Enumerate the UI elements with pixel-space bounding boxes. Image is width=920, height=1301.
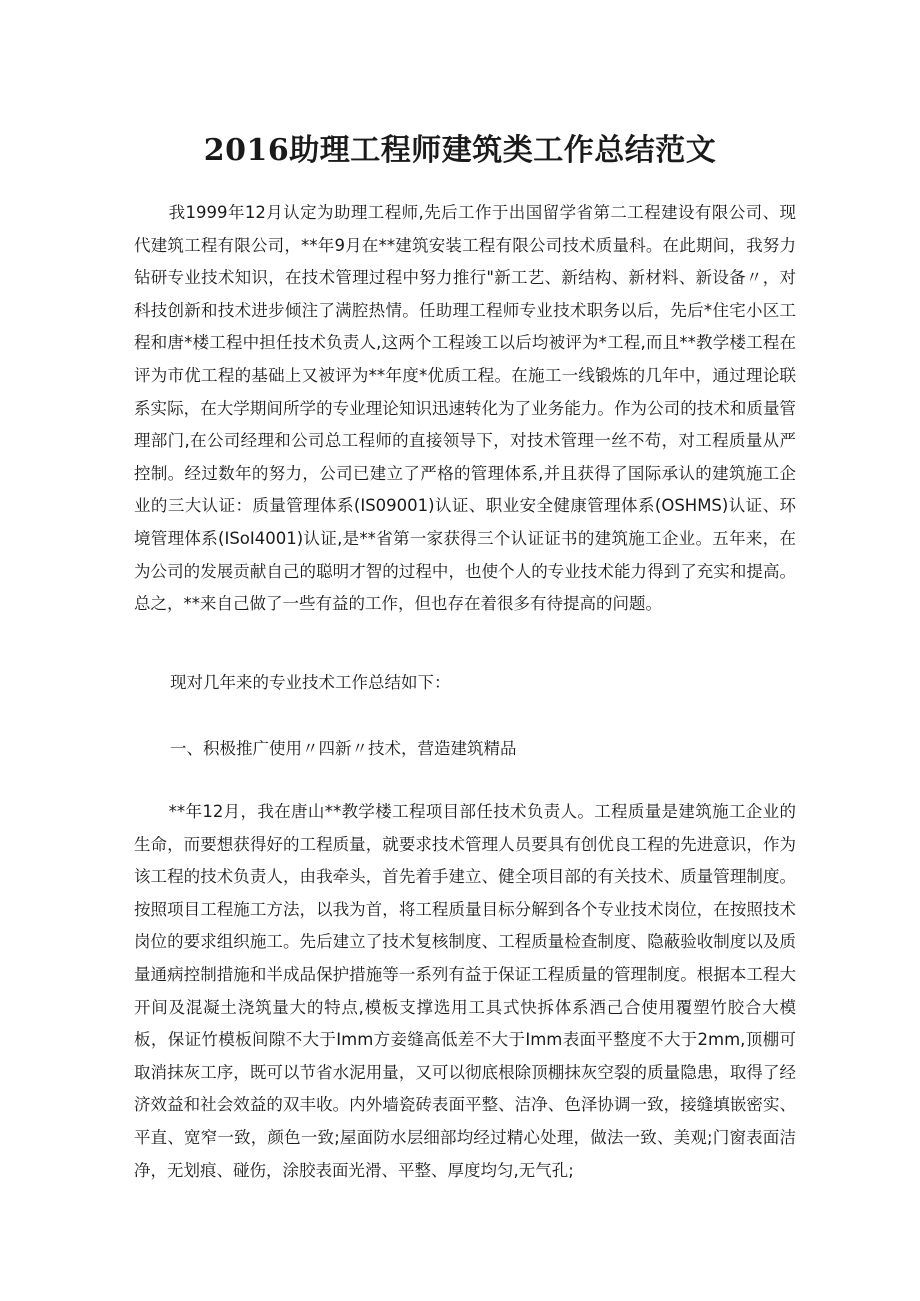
summary-intro-line: 现对几年来的专业技术工作总结如下： [170,673,451,692]
section-1-paragraph: **年12月，我在唐山**教学楼工程项目部任技术负责人。工程质量是建筑施工企业的生命，而要想获得好的工程质量，就要求技术管理人员要具有创优良工程的先进意识，作为该工程的技术负责人，由我牵头，首先着手建立、健全项目部的有关技术、质量管理制度。按照项目工程施工方法，以我为首，将工程质量目标分解到各个专业技术岗位，在按照技术岗位的要求组织施工。先后建立了技术复核制度、工程质量检查制度、隐蔽验收制度以及质量通病控制措施和半成品保护措施等一系列有益于保证工程质量的管理制度。根据本工程大开间及混凝土浇筑量大的特点,模板支撑选用工具式快拆体系酒己合使用覆塑竹胶合大模板，保证竹模板间隙不大于Imm方妾缝高低差不大于Imm表面平整度不大于2mm,顶棚可取消抹灰工序，既可以节省水泥用量，又可以彻底根除顶棚抹灰空裂的质量隐患，取得了经济效益和社会效益的双丰收。内外墙瓷砖表面平整、洁净、色泽协调一致，接缝填嵌密实、平直、宽窄一致，颜色一致;屋面防水层细部均经过精心处理，做法一致、美观;门窗表面洁净，无划痕、碰伤，涂胶表面光滑、平整、厚度均匀,无气孔; [134,802,796,1180]
section-heading-1: 一、积极推广使用〃四新〃技术，营造建筑精品 [170,739,517,758]
intro-paragraph: 我1999年12月认定为助理工程师,先后工作于出国留学省第二工程建设有限公司、现代建筑工程有限公司，**年9月在**建筑安装工程有限公司技术质量科。在此期间，我努力钻研专业技术知识，在技术管理过程中努力推行"新工艺、新结构、新材料、新设备〃，对科技创新和技术进步倾注了满腔热情。任助理工程师专业技术职务以后，先后*住宅小区工程和唐*楼工程中担任技术负责人,这两个工程竣工以后均被评为*工程,而且**教学楼工程在评为市优工程的基础上又被评为**年度*优质工程。在施工一线锻炼的几年中，通过理论联系实际，在大学期间所学的专业理论知识迅速转化为了业务能力。作为公司的技术和质量管理部门,在公司经理和公司总工程师的直接领导下，对技术管理一丝不苟，对工程质量从严控制。经过数年的努力，公司已建立了严格的管理体系,并且获得了国际承认的建筑施工企业的三大认证：质量管理体系(IS09001)认证、职业安全健康管理体系(OSHMS)认证、环境管理体系(ISoI4001)认证,是**省第一家获得三个认证证书的建筑施工企业。五年来，在为公司的发展贡献自己的聪明才智的过程中，也使个人的专业技术能力得到了充实和提高。总之，**来自己做了一些有益的工作，但也存在着很多有待提高的问题。 [134,203,796,614]
document-title: 2016助理工程师建筑类工作总结范文 [203,133,717,168]
